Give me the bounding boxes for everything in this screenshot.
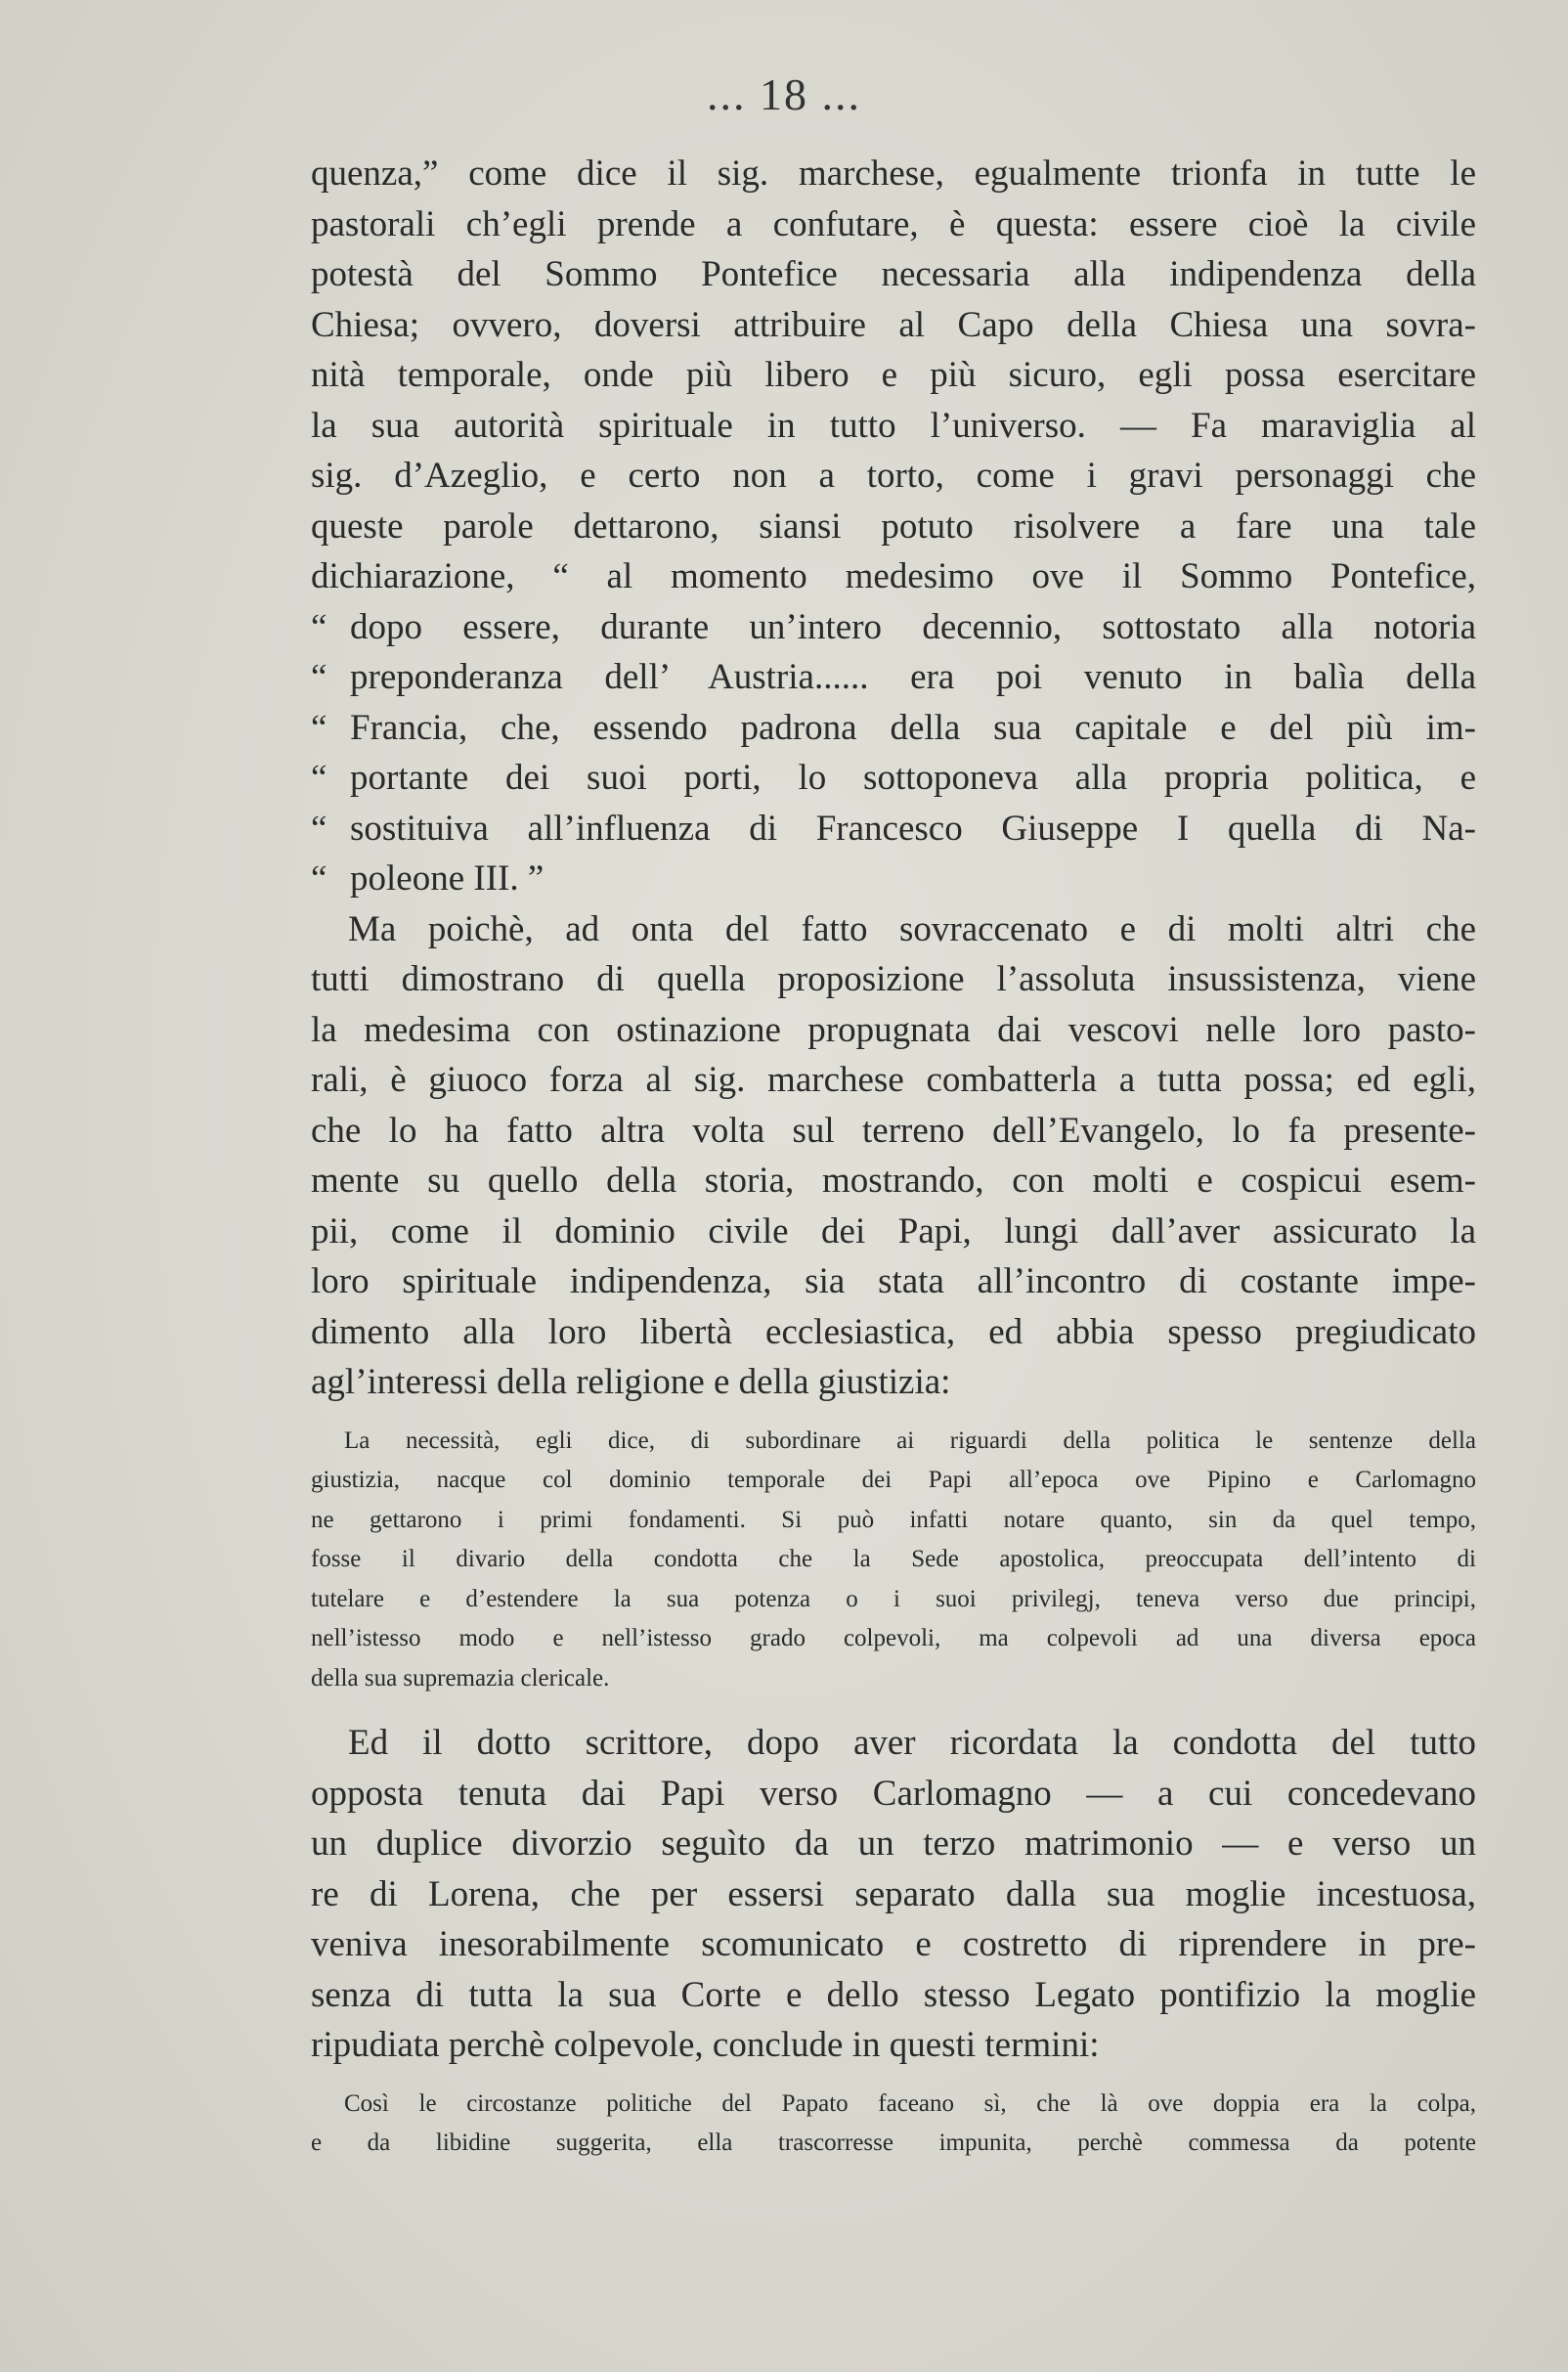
text-line: agl’interessi della religione e della giustizia: bbox=[311, 1362, 951, 1402]
text-line: dimento alla loro libertà ecclesiastica, ed abbia spesso pregiudicato bbox=[311, 1311, 1476, 1352]
text-line: che lo ha fatto altra volta sul terreno dell’Evangelo, lo fa presente- bbox=[311, 1110, 1476, 1151]
quote-text: portante dei suoi porti, lo sottoponeva alla propria politica, e bbox=[350, 758, 1476, 798]
text-line: dichiarazione, “ al momento medesimo ove il Sommo Pontefice, bbox=[311, 556, 1476, 596]
text-line: la medesima con ostinazione propugnata dai vescovi nelle loro pasto- bbox=[311, 1009, 1476, 1050]
paragraph-1 bbox=[311, 149, 1476, 602]
quote-mark: “ bbox=[311, 808, 327, 849]
paragraph-3 bbox=[311, 1718, 1476, 2071]
quote-line bbox=[311, 602, 1476, 653]
page-number: ... 18 ... bbox=[707, 69, 861, 119]
text-line: tutti dimostrano di quella proposizione l’assoluta insussistenza, viene bbox=[311, 959, 1476, 999]
citation-2 bbox=[311, 2085, 1476, 2164]
text-line: loro spirituale indipendenza, sia stata all’incontro di costante impe- bbox=[311, 1261, 1476, 1301]
quote-text: preponderanza dell’ Austria...... era poi venuto in balìa della bbox=[350, 657, 1476, 697]
text-line: pii, come il dominio civile dei Papi, lungi dall’aver assicurato la bbox=[311, 1210, 1476, 1252]
text-line: nità temporale, onde più libero e più sicuro, egli possa esercitare bbox=[311, 355, 1476, 395]
text-line: opposta tenuta dai Papi verso Carlomagno — a cui concedevano bbox=[311, 1773, 1476, 1814]
text-line: Ed il dotto scrittore, dopo aver ricordata la condotta del tutto bbox=[348, 1723, 1476, 1763]
quote-text: poleone III. ” bbox=[350, 858, 544, 899]
citation-line: tutelare e d’estendere la sua potenza o i suoi privilegj, teneva verso due principi, bbox=[311, 1585, 1476, 1612]
citation-line: fosse il divario della condotta che la Sede apostolica, preoccupata dell’intento di bbox=[311, 1546, 1476, 1572]
citation-line: giustizia, nacque col dominio temporale dei Papi all’epoca ove Pipino e Carlomagno bbox=[311, 1467, 1476, 1493]
text-line: potestà del Sommo Pontefice necessaria alla indipendenza della bbox=[311, 254, 1476, 294]
text-line: un duplice divorzio seguìto da un terzo matrimonio — e verso un bbox=[311, 1823, 1476, 1864]
text-line: re di Lorena, che per essersi separato dalla sua moglie incestuosa, bbox=[311, 1873, 1476, 1914]
quote-mark: “ bbox=[311, 707, 327, 748]
text-line: senza di tutta la sua Corte e dello stesso Legato pontifizio la moglie bbox=[311, 1974, 1476, 2015]
text-line: rali, è giuoco forza al sig. marchese combatterla a tutta possa; ed egli, bbox=[311, 1060, 1476, 1100]
citation-line: e da libidine suggerita, ella trascorresse impunita, perchè commessa da potente bbox=[311, 2130, 1476, 2156]
text-line: la sua autorità spirituale in tutto l’universo. — Fa maraviglia al bbox=[311, 405, 1476, 446]
quote-text: Francia, che, essendo padrona della sua capitale e del più im- bbox=[350, 707, 1476, 748]
citation-line: ne gettarono i primi fondamenti. Si può infatti notare quanto, sin da quel tempo, bbox=[311, 1506, 1476, 1533]
quote-line bbox=[311, 652, 1476, 703]
quote-text: sostituiva all’influenza di Francesco Giuseppe I quella di Na- bbox=[350, 808, 1476, 849]
text-line: veniva inesorabilmente scomunicato e costretto di riprendere in pre- bbox=[311, 1924, 1476, 1964]
page-body bbox=[311, 149, 1476, 2164]
quote-line bbox=[311, 804, 1476, 855]
text-line: quenza,” come dice il sig. marchese, egualmente trionfa in tutte le bbox=[311, 154, 1476, 194]
quote-mark: “ bbox=[311, 858, 327, 899]
citation-line: La necessità, egli dice, di subordinare ai riguardi della politica le sentenze della bbox=[344, 1427, 1476, 1454]
citation-line: Così le circostanze politiche del Papato faceano sì, che là ove doppia era la colpa, bbox=[344, 2089, 1476, 2117]
paragraph-2 bbox=[311, 904, 1476, 1408]
citation-line: nell’istesso modo e nell’istesso grado colpevoli, ma colpevoli ad una diversa epoca bbox=[311, 1625, 1476, 1651]
text-line: pastorali ch’egli prende a confutare, è questa: essere cioè la civile bbox=[311, 203, 1476, 244]
quote-mark: “ bbox=[311, 657, 327, 697]
quote-line bbox=[311, 854, 1476, 904]
citation-line: della sua supremazia clericale. bbox=[311, 1664, 610, 1691]
text-line: mente su quello della storia, mostrando, con molti e cospicui esem- bbox=[311, 1161, 1476, 1201]
text-line: queste parole dettarono, siansi potuto risolvere a fare una tale bbox=[311, 505, 1476, 547]
citation-1 bbox=[311, 1422, 1476, 1699]
quote-mark: “ bbox=[311, 758, 327, 798]
quote-line bbox=[311, 703, 1476, 754]
text-line: Chiesa; ovvero, doversi attribuire al Capo della Chiesa una sovra- bbox=[311, 304, 1476, 345]
text-line: Ma poichè, ad onta del fatto sovraccenato e di molti altri che bbox=[348, 908, 1476, 949]
quoted-passage bbox=[311, 602, 1476, 904]
quote-line bbox=[311, 753, 1476, 804]
text-line: ripudiata perchè colpevole, conclude in questi termini: bbox=[311, 2025, 1100, 2065]
quote-text: dopo essere, durante un’intero decennio, sottostato alla notoria bbox=[350, 606, 1476, 647]
text-line: sig. d’Azeglio, e certo non a torto, come i gravi personaggi che bbox=[311, 456, 1476, 496]
quote-mark: “ bbox=[311, 606, 327, 647]
